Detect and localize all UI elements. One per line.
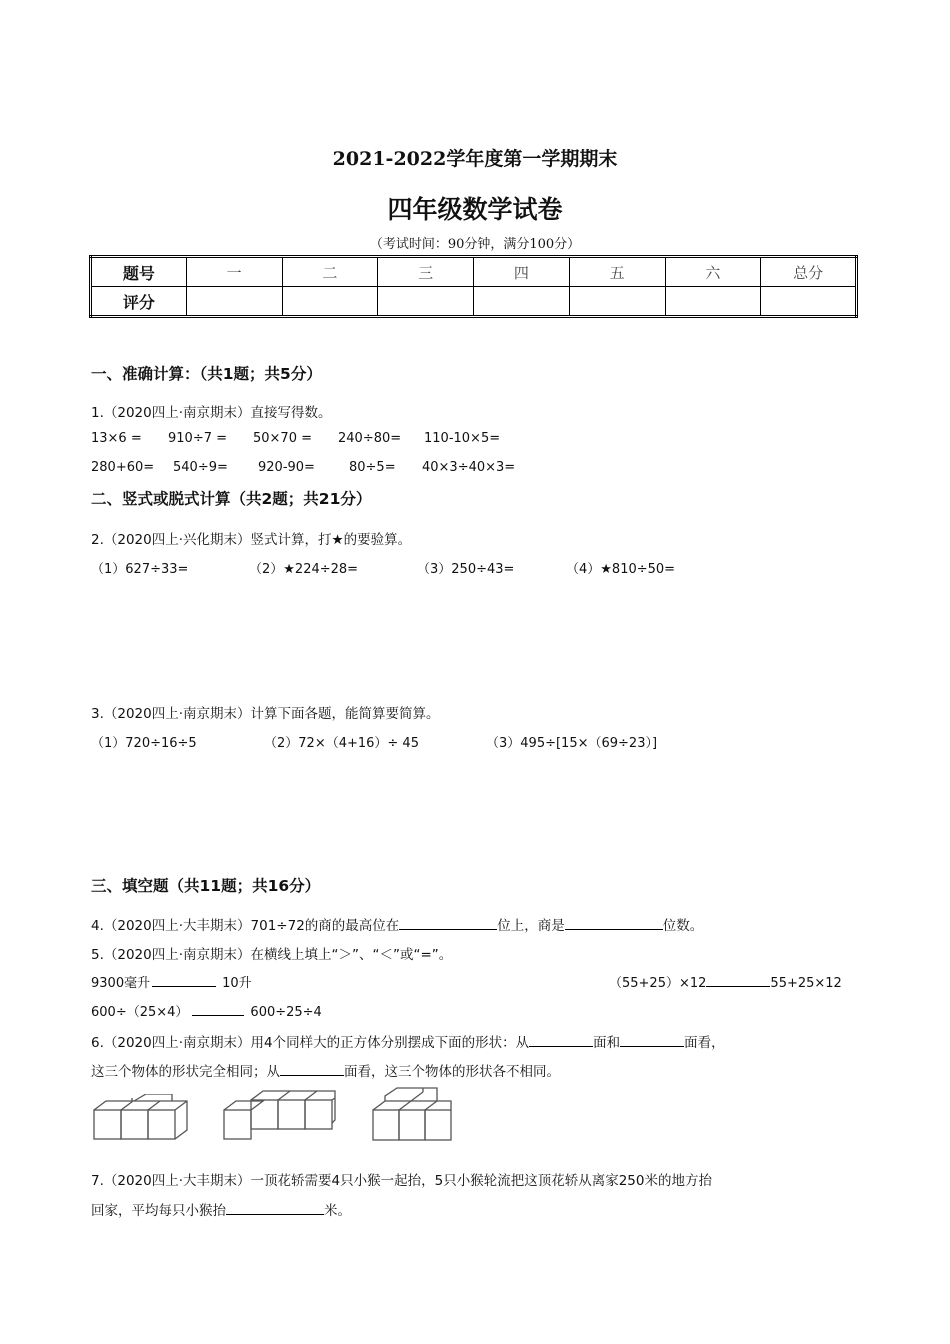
q3-item: （3）495÷[15×（69÷23）] bbox=[486, 736, 658, 751]
q5-compare-1 bbox=[91, 972, 252, 991]
q3-item: （1）720÷16÷5 bbox=[91, 736, 197, 751]
q3-item: （2）72×（4+16）÷ 45 bbox=[264, 736, 419, 751]
q7-blank[interactable] bbox=[226, 1200, 324, 1215]
score-cell-1: 一 bbox=[186, 257, 282, 287]
q5-stem: 5.（2020四上·南京期末）在横线上填上“＞”、“＜”或“=”。 bbox=[91, 947, 453, 963]
cube-figure-2 bbox=[222, 1088, 338, 1142]
q6-line-1 bbox=[91, 1031, 725, 1051]
score-cell-5: 五 bbox=[569, 257, 665, 287]
q5-left-expr: 600÷（25×4） bbox=[91, 1005, 189, 1020]
q1-item: 80÷5= bbox=[349, 460, 396, 475]
q6-text-d: 这三个物体的形状完全相同；从 bbox=[91, 1064, 280, 1080]
q6-text-e: 面看，这三个物体的形状各不相同。 bbox=[344, 1064, 560, 1080]
q4-line bbox=[91, 914, 703, 934]
q1-item: 13×6 = bbox=[91, 431, 142, 446]
q5-blank-3[interactable] bbox=[192, 1001, 244, 1016]
q6-text-a: 6.（2020四上·南京期末）用4个同样大的正方体分别摆成下面的形状：从 bbox=[91, 1035, 530, 1051]
score-table bbox=[89, 255, 858, 318]
score-input-cell[interactable] bbox=[186, 287, 282, 317]
exam-year-title: 2021-2022学年度第一学期期末 bbox=[332, 148, 618, 170]
q1-item: 920-90= bbox=[258, 460, 315, 475]
q4-blank-2[interactable] bbox=[565, 915, 663, 930]
section3-heading: 三、填空题（共11题；共16分） bbox=[91, 877, 321, 895]
score-input-cell[interactable] bbox=[665, 287, 761, 317]
score-table-header-row bbox=[91, 257, 857, 287]
q6-line-2 bbox=[91, 1060, 560, 1080]
q2-item: （3）250÷43= bbox=[417, 562, 515, 577]
q4-text-b: 位上，商是 bbox=[497, 918, 565, 934]
q7-line-2 bbox=[91, 1199, 351, 1219]
q7-text-b: 回家，平均每只小猴抬 bbox=[91, 1203, 226, 1219]
score-cell-4: 四 bbox=[474, 257, 570, 287]
q4-blank-1[interactable] bbox=[399, 915, 497, 930]
q4-text-c: 位数。 bbox=[662, 918, 704, 934]
q5-compare-3 bbox=[91, 1001, 322, 1020]
q1-item: 910÷7 = bbox=[168, 431, 228, 446]
q6-blank-3[interactable] bbox=[280, 1061, 344, 1076]
q7-line-1: 7.（2020四上·大丰期末）一顶花轿需要4只小猴一起抬，5只小猴轮流把这顶花轿从离家250米的地方抬 bbox=[91, 1173, 712, 1189]
score-input-cell[interactable] bbox=[761, 287, 857, 317]
q4-text-a: 4.（2020四上·大丰期末）701÷72的商的最高位在 bbox=[91, 918, 400, 934]
q5-compare-2 bbox=[609, 972, 842, 991]
score-cell-label: 题号 bbox=[91, 257, 187, 287]
q5-right-expr: 55+25×12 bbox=[770, 976, 842, 991]
score-input-cell[interactable] bbox=[474, 287, 570, 317]
section1-heading: 一、准确计算：（共1题；共5分） bbox=[91, 365, 322, 383]
q5-blank-2[interactable] bbox=[706, 972, 770, 987]
score-table-score-row bbox=[91, 287, 857, 317]
score-input-cell[interactable] bbox=[282, 287, 378, 317]
q7-text-c: 米。 bbox=[324, 1203, 351, 1219]
q1-item: 240÷80= bbox=[338, 431, 402, 446]
score-cell-total: 总分 bbox=[761, 257, 857, 287]
q6-blank-2[interactable] bbox=[620, 1032, 684, 1047]
q5-left-expr: （55+25）×12 bbox=[609, 976, 707, 991]
q1-stem: 1.（2020四上·南京期末）直接写得数。 bbox=[91, 405, 332, 421]
score-input-cell[interactable] bbox=[569, 287, 665, 317]
score-cell-2: 二 bbox=[282, 257, 378, 287]
score-input-cell[interactable] bbox=[378, 287, 474, 317]
q1-item: 40×3÷40×3= bbox=[422, 460, 516, 475]
exam-title: 四年级数学试卷 bbox=[387, 195, 563, 224]
cube-figure-1 bbox=[92, 1094, 192, 1142]
q5-left-expr: 9300毫升 bbox=[91, 976, 151, 991]
q2-stem: 2.（2020四上·兴化期末）竖式计算，打★的要验算。 bbox=[91, 532, 412, 548]
q6-blank-1[interactable] bbox=[529, 1032, 593, 1047]
score-cell-3: 三 bbox=[378, 257, 474, 287]
q1-item: 540÷9= bbox=[173, 460, 228, 475]
q6-text-b: 面和 bbox=[593, 1035, 621, 1051]
score-cell-6: 六 bbox=[665, 257, 761, 287]
q1-item: 280+60= bbox=[91, 460, 155, 475]
q2-item: （2）★224÷28= bbox=[249, 562, 359, 577]
exam-subtitle: （考试时间：90分钟，满分100分） bbox=[369, 237, 581, 252]
q3-stem: 3.（2020四上·南京期末）计算下面各题，能简算要简算。 bbox=[91, 706, 440, 722]
q5-right-expr: 600÷25÷4 bbox=[250, 1005, 322, 1020]
q2-item: （1）627÷33= bbox=[91, 562, 189, 577]
score-row-label: 评分 bbox=[91, 287, 187, 317]
cube-figure-3 bbox=[369, 1086, 457, 1144]
section2-heading: 二、竖式或脱式计算（共2题；共21分） bbox=[91, 490, 372, 508]
q6-text-c: 面看， bbox=[684, 1035, 725, 1051]
q2-item: （4）★810÷50= bbox=[566, 562, 676, 577]
q1-item: 50×70 = bbox=[253, 431, 313, 446]
q5-blank-1[interactable] bbox=[152, 972, 216, 987]
q5-right-expr: 10升 bbox=[222, 976, 252, 991]
q1-item: 110-10×5= bbox=[424, 431, 501, 446]
